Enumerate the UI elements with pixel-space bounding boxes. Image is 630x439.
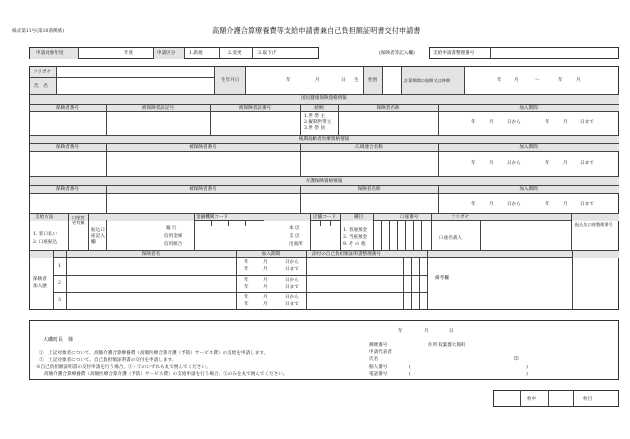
care-col-period: 加入期間 bbox=[519, 187, 538, 192]
period-year-unit: 年 bbox=[497, 78, 502, 83]
form-number: 様式第11号(第10条関係) bbox=[12, 29, 65, 34]
birth-label: 生年月日 bbox=[221, 78, 240, 83]
inst-bank[interactable]: 銀 行 bbox=[166, 226, 177, 231]
decl-line-2: ② 上記対象者について、自己負担額証明書の交付を申請します。 bbox=[39, 358, 177, 363]
relation-head[interactable]: 1.世 帯 主 bbox=[304, 114, 326, 119]
members-side-label: 保険者加入歴 bbox=[33, 277, 47, 289]
m1-to-d: 日まで bbox=[285, 267, 299, 272]
nhi-title: 国民健康保険資格情報 bbox=[301, 96, 347, 101]
care-period-from: 日から bbox=[507, 202, 521, 207]
m1-from-d: 日から bbox=[285, 260, 299, 265]
m3-to-d: 日まで bbox=[285, 302, 299, 307]
type-option-change[interactable]: 2.変更 bbox=[228, 51, 242, 56]
elderly-period-y2: 年 bbox=[545, 161, 550, 166]
m1-from-y: 年 bbox=[244, 260, 249, 265]
member-row-1: 1 bbox=[58, 264, 61, 269]
elderly-col-insurer-no: 保険者番号 bbox=[56, 145, 79, 150]
elderly-period-from: 日から bbox=[507, 161, 521, 166]
addressee: 大磯町長 様 bbox=[43, 337, 74, 343]
care-period-y1: 年 bbox=[471, 202, 476, 207]
m1-to-y: 年 bbox=[244, 267, 249, 272]
account-no-label: 口座番号 bbox=[400, 215, 419, 220]
care-col-insurer-name: 保険者名称 bbox=[357, 187, 381, 192]
m1-from-m: 月 bbox=[263, 260, 268, 265]
care-period-to: 日まで bbox=[580, 202, 594, 207]
nhi-period-y1: 年 bbox=[471, 120, 476, 125]
type-label: 種目 bbox=[354, 215, 364, 220]
holder-label: 口座名義人 bbox=[439, 236, 462, 241]
m1-to-m: 月 bbox=[263, 267, 268, 272]
m3-from-d: 日から bbox=[285, 295, 299, 300]
inst-shinkin[interactable]: 信用金庫 bbox=[164, 234, 183, 239]
care-period-y2: 年 bbox=[545, 202, 550, 207]
members-col-cert: 添付の自己負担額証明書整理番号 bbox=[312, 252, 381, 257]
care-title: 介護保険資格情報 bbox=[305, 179, 343, 184]
member-row-2: 2 bbox=[58, 281, 61, 286]
elderly-col-insured-no: 被保険者番号 bbox=[189, 145, 217, 150]
phone-label: 電話番号 bbox=[369, 372, 388, 377]
nhi-col-insurer-name: 保険者名称 bbox=[376, 106, 400, 111]
relation-pseudo-head[interactable]: 2.擬制世帯主 bbox=[304, 120, 332, 125]
address-label: 住所 bbox=[428, 343, 438, 348]
m2-to-d: 日まで bbox=[285, 285, 299, 290]
m3-to-m: 月 bbox=[263, 302, 268, 307]
holder-furigana-label: フリガナ bbox=[451, 215, 470, 220]
sex-label: 性別 bbox=[368, 78, 378, 83]
elderly-title: 後期高齢者医療資格情報 bbox=[298, 137, 350, 142]
birth-month-unit: 月 bbox=[315, 78, 320, 83]
branch-code-label: 店舗コード bbox=[313, 215, 336, 220]
indiv-paren-close: ) bbox=[526, 365, 528, 370]
apply-year-label: 申請対象年度 bbox=[36, 51, 64, 56]
nhi-period-from: 日から bbox=[507, 120, 521, 125]
nendo-label: 年度 bbox=[124, 51, 134, 56]
branch-main[interactable]: 本 店 bbox=[289, 226, 300, 231]
decl-note-2: 高額介護合算療養費（高額医療合算介護（予防）サービス費）の支給申請を行う場合、①のみを丸で囲んでください。 bbox=[44, 372, 288, 377]
type-ordinary[interactable]: 1. 普通預金 bbox=[343, 228, 368, 233]
type-other[interactable]: 9. そ の 他 bbox=[343, 242, 366, 247]
nhi-period-to: 日まで bbox=[580, 120, 594, 125]
relation-member[interactable]: 3.世 帯 員 bbox=[304, 126, 326, 131]
inst-code-label: 金融機関コード bbox=[196, 215, 229, 220]
m2-from-y: 年 bbox=[244, 278, 249, 283]
method-transfer[interactable]: 2. 口座振込 bbox=[33, 240, 58, 245]
period-month-unit: 月 bbox=[514, 78, 519, 83]
transfer-label: 振込口座記入欄 bbox=[91, 228, 105, 245]
nhi-col-relation: 続柄 bbox=[314, 106, 324, 111]
period-label: 計算期間の始期又は終期 bbox=[404, 78, 451, 83]
applicant-name-label: 氏名 bbox=[369, 357, 379, 362]
nhi-col-card-number: 被保険者証番号 bbox=[238, 106, 272, 111]
decl-line-1: ① 上記対象者について、高額介護合算療養費（高額医療合算介護（予防）サービス費）の支給を申請します。 bbox=[39, 351, 269, 356]
nhi-period-m2: 月 bbox=[563, 120, 568, 125]
m3-to-y: 年 bbox=[244, 302, 249, 307]
branch-branch[interactable]: 支 店 bbox=[289, 234, 300, 239]
holder-ref-label: 振込先口座整理番号 bbox=[575, 222, 613, 227]
care-col-insured-no: 被保険者番号 bbox=[189, 187, 217, 192]
period-year2-unit: 年 bbox=[558, 78, 563, 83]
sheet-total-label: 枚中 bbox=[527, 397, 537, 402]
name-label: 氏 名 bbox=[34, 84, 48, 89]
type-current[interactable]: 2. 当座預金 bbox=[343, 235, 368, 240]
members-col-period: 加入期間 bbox=[261, 252, 281, 257]
m3-from-m: 月 bbox=[263, 295, 268, 300]
m2-to-m: 月 bbox=[263, 285, 268, 290]
care-col-insurer-no: 保険者番号 bbox=[56, 187, 79, 192]
type-option-cancel[interactable]: 3.取下げ bbox=[258, 51, 277, 56]
m2-to-y: 年 bbox=[244, 285, 249, 290]
decl-note-1: ※自己負担額証明書の交付申請を行う場合、①・②のいずれも丸で囲んでください。 bbox=[36, 365, 211, 370]
branch-office[interactable]: 出張所 bbox=[289, 242, 303, 247]
m3-from-y: 年 bbox=[244, 295, 249, 300]
furigana-label: フリガナ bbox=[33, 70, 52, 75]
remarks-label: 備考欄 bbox=[435, 276, 449, 281]
method-window[interactable]: 1. 窓口払い bbox=[33, 232, 58, 237]
decl-year: 年 bbox=[398, 329, 403, 334]
elderly-period-to: 日まで bbox=[580, 161, 594, 166]
page-counter bbox=[493, 390, 619, 407]
decl-month: 月 bbox=[424, 329, 429, 334]
nhi-col-insurer-no: 保険者番号 bbox=[56, 106, 79, 111]
member-row-3: 3 bbox=[58, 298, 61, 303]
applicant-label: 申請代表者 bbox=[369, 350, 392, 355]
ref-no-label: 支給申請書整理番号 bbox=[433, 51, 475, 56]
elderly-period-y1: 年 bbox=[471, 161, 476, 166]
phone-paren-close: ) bbox=[526, 372, 528, 377]
period-tilde: ～ bbox=[535, 78, 540, 83]
birth-year-unit: 年 bbox=[286, 78, 291, 83]
page-title: 高額介護合算療養費等支給申請書兼自己負担額証明書交付申請書 bbox=[212, 26, 421, 35]
insurer-note: (保険者等記入欄) bbox=[379, 51, 415, 56]
elderly-col-period: 加入期間 bbox=[519, 145, 538, 150]
address-prefix: 双葉郡大熊町 bbox=[438, 343, 466, 348]
method-label: 支給方法 bbox=[35, 215, 54, 220]
sheet-page-label: 枚目 bbox=[583, 397, 593, 402]
phone-paren-open: ( bbox=[409, 372, 411, 377]
inst-kumiai[interactable]: 信用組合 bbox=[164, 242, 183, 247]
period-month2-unit: 月 bbox=[576, 78, 581, 83]
care-period-m2: 月 bbox=[563, 202, 568, 207]
elderly-col-union: 広域連合名称 bbox=[355, 145, 383, 150]
postal-label: 郵便番号 bbox=[369, 343, 388, 348]
elderly-period-m1: 月 bbox=[489, 161, 494, 166]
elderly-period-m2: 月 bbox=[563, 161, 568, 166]
apply-type-label: 申請区分 bbox=[157, 51, 176, 56]
nhi-period-y2: 年 bbox=[545, 120, 550, 125]
care-period-m1: 月 bbox=[489, 202, 494, 207]
declaration-box bbox=[29, 320, 619, 380]
birth-sei-unit: 生 bbox=[354, 78, 359, 83]
members-col-insurer: 保険者名 bbox=[141, 252, 161, 257]
nhi-col-card-symbol: 被保険者証記号 bbox=[141, 106, 175, 111]
nhi-col-period: 加入期間 bbox=[519, 106, 538, 111]
individual-no-label: 個人番号 bbox=[369, 365, 388, 370]
decl-day: 日 bbox=[449, 329, 454, 334]
m2-from-d: 日から bbox=[285, 278, 299, 283]
indiv-paren-open: ( bbox=[409, 365, 411, 370]
nhi-period-m1: 月 bbox=[489, 120, 494, 125]
m2-from-m: 月 bbox=[263, 278, 268, 283]
type-option-new[interactable]: 1.新規 bbox=[189, 51, 203, 56]
birth-day-unit: 日 bbox=[341, 78, 346, 83]
account-change-label: 口座変更有無 bbox=[72, 215, 85, 225]
seal-mark: 印 bbox=[514, 357, 519, 362]
